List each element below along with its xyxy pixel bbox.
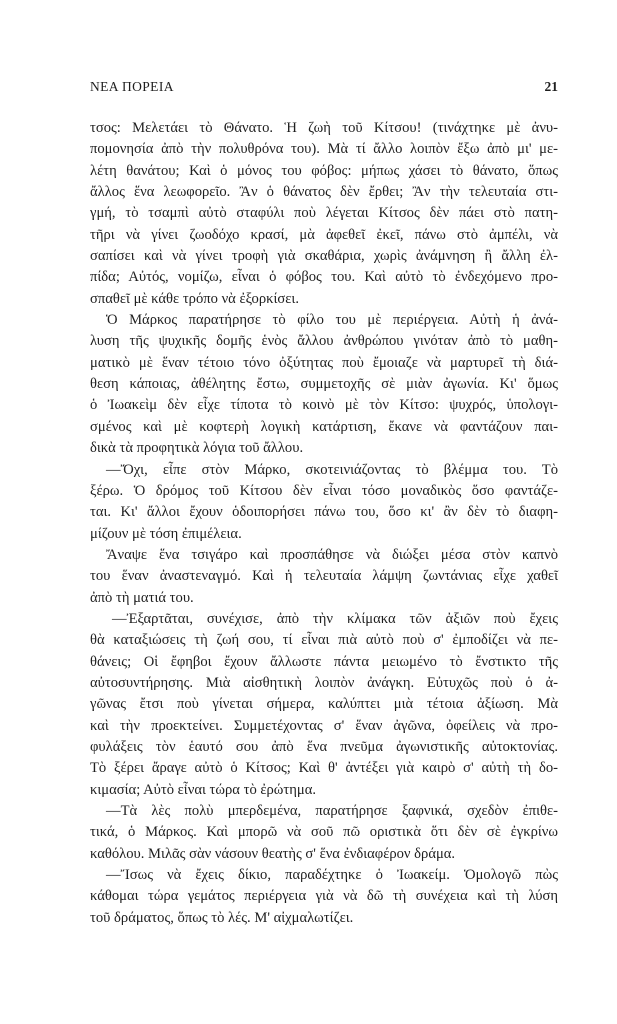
text-line: κάθομαι τώρα γεμάτος περιέργεια γιὰ νὰ δῶ τὴ συνέχεια καὶ τὴ λύση xyxy=(90,888,558,905)
text-line: θεση κάποιας, ἀθέλητης ἔστω, συμμετοχῆς σὲ μιὰν ἀγωνία. Κι' ὅμως xyxy=(90,376,558,393)
text-line: θὰ καταξιώσεις τὴ ζωή σου, τί εἶναι πιὰ αὐτὸ ποὺ σ' ἐμποδίζει νὰ πε- xyxy=(90,632,558,649)
text-line: Ὁ Μάρκος παρατήρησε τὸ φίλο του μὲ περιέργεια. Αὐτὴ ἡ ἀνά- xyxy=(106,312,558,329)
running-head xyxy=(90,79,558,99)
text-line: γμή, τὸ τσαμπὶ αὐτὸ σταφύλι ποὺ λέγεται Κίτσος δὲν πάει στὸ πατη- xyxy=(90,205,558,222)
text-line: γῶνας ἔτσι ποὺ γίνεται σήμερα, καλύπτει μιὰ τέτοια ἀξίωση. Μὰ xyxy=(90,696,558,713)
text-line: λέτη θανάτου; Καὶ ὁ μόνος του φόβος: μήπως χάσει τὸ θάνατο, ὅπως xyxy=(90,162,558,179)
text-line: αὐτοσυντήρησης. Μιὰ αἰσθητικὴ λοιπὸν ἀνάγκη. Εὐτυχῶς ποὺ ὁ ἀ- xyxy=(90,674,558,691)
text-line: κιμασία; Αὐτὸ εἶναι τώρα τὸ ἐρώτημα. xyxy=(90,781,317,798)
body-text xyxy=(90,118,558,929)
text-line: πίδα; Αὐτός, νομίζω, εἶναι ὁ φόβος του. Καὶ αὐτὸ τὸ ἐνδεχόμενο προ- xyxy=(90,269,558,286)
text-line: σπαθεῖ μὲ κάθε τρόπο νὰ ἐξορκίσει. xyxy=(90,290,299,307)
text-line: σαπίσει καὶ νὰ γίνει τροφὴ γιὰ σκαθάρια, χωρὶς ἀνάμνηση ἢ ἄλλη ἐλ- xyxy=(90,248,558,265)
text-line: τικά, ὁ Μάρκος. Καὶ μπορῶ νὰ σοῦ πῶ οριστικὰ ὅτι δὲν σὲ ἐγκρίνω xyxy=(90,824,558,841)
text-line: ξέρω. Ὁ δρόμος τοῦ Κίτσου δὲν εἶναι τόσο μοναδικὸς ὅσο φαντάζε- xyxy=(90,482,558,499)
text-line: φυλάξεις τὸν ἑαυτό σου ἀπὸ ἕνα πνεῦμα ἀγωνιστικῆς αὐτοκτονίας. xyxy=(90,738,558,755)
text-line: του ἕναν ἀναστεναγμό. Καὶ ἡ τελευταία λάμψη ζωντάνιας εἶχε χαθεῖ xyxy=(90,568,558,585)
text-line: —Τὰ λὲς πολὺ μπερδεμένα, παρατήρησε ξαφνικά, σχεδὸν ἐπιθε- xyxy=(106,803,558,819)
text-line: ὁ Ἰωακεὶμ δὲν εἶχε τίποτα τὸ κοινὸ μὲ τὸν Κίτσο: ψυχρός, ὑπολογι- xyxy=(90,397,558,414)
text-line: ἀπὸ τὴ ματιά του. xyxy=(90,589,194,606)
text-line: δικὰ τὰ προφητικὰ λόγια τοῦ ἄλλου. xyxy=(90,440,304,457)
text-line: πομονησία ἀπὸ τὴν πολυθρόνα του). Μὰ τί ἄλλο λοιπὸν ἔξω ἀπὸ μι' με- xyxy=(90,141,558,158)
text-line: μίζουν μὲ τόση ἐπιμέλεια. xyxy=(90,525,242,542)
text-line: τῆρι νὰ γίνει ζωοδόχο κρασί, μὰ ἀφεθεῖ ἐκεῖ, πάνω στὸ ἀμπέλι, νὰ xyxy=(90,226,558,243)
text-line: σμένος καὶ μὲ κοφτερὴ λογικὴ κατάρτιση, ἔκανε νὰ φαντάζουν παι- xyxy=(90,418,558,435)
page-number: 21 xyxy=(544,79,558,94)
text-line: θάνεις; Οἱ ἔφηβοι ἔχουν ἄλλωστε πάντα μειωμένο τὸ ἔνστικτο τῆς xyxy=(90,653,558,670)
text-line: —Ἴσως νὰ ἔχεις δίκιο, παραδέχτηκε ὁ Ἰωακείμ. Ὁμολογῶ πὼς xyxy=(106,867,558,884)
journal-title: ΝΕΑ ΠΟΡΕΙΑ xyxy=(90,79,174,94)
text-line: καθόλου. Μιλᾶς σὰν νάσουν θεατὴς σ' ἕνα ἐνδιαφέρον δράμα. xyxy=(90,845,456,862)
text-line: λυση τῆς ψυχικῆς δομῆς ἑνὸς ἄλλου ἀνθρώπου γινόταν ἀπὸ τὸ μαθη- xyxy=(90,333,558,350)
text-line: καὶ τὴν προεκτείνει. Συμμετέχοντας σ' ἕναν ἀγῶνα, ὀφείλεις νὰ προ- xyxy=(90,717,558,734)
text-line: ματικὸ μὲ ἕναν τέτοιο τόνο ὀξύτητας ποὺ ἔμοιαζε νὰ μαρτυρεῖ τὴ διά- xyxy=(90,354,558,371)
text-line: —Ὄχι, εἶπε στὸν Μάρκο, σκοτεινιάζοντας τὸ βλέμμα του. Τὸ xyxy=(106,461,558,478)
text-line: —Ἐξαρτᾶται, συνέχισε, ἀπὸ τὴν κλίμακα τῶν ἀξιῶν ποὺ ἔχεις xyxy=(112,610,558,627)
text-line: ται. Κι' ἄλλοι ἔχουν ὁδοιπορήσει πάνω του, ὅσο κι' ἂν δὲν τὸ διαφη- xyxy=(90,504,558,521)
text-line: ἄλλος ἕνα λεωφορεῖο. Ἂν ὁ θάνατος δὲν ἔρθει; Ἂν τὴν τελευταία στι- xyxy=(90,184,558,201)
text-line: τοῦ δράματος, ὅπως τὸ λές. Μ' αἰχμαλωτίζει. xyxy=(90,909,354,926)
text-line: Τὸ ξέρει ἄραγε αὐτὸ ὁ Κίτσος; Καὶ θ' ἀντέξει γιὰ καιρὸ σ' αὐτὴ τὴ δο- xyxy=(90,760,558,777)
text-line: Ἄναψε ἕνα τσιγάρο καὶ προσπάθησε νὰ διώξει μέσα στὸν καπνὸ xyxy=(106,546,558,563)
text-line: τσος: Μελετάει τὸ Θάνατο. Ἡ ζωὴ τοῦ Κίτσου! (τινάχτηκε μὲ ἀνυ- xyxy=(90,120,558,136)
